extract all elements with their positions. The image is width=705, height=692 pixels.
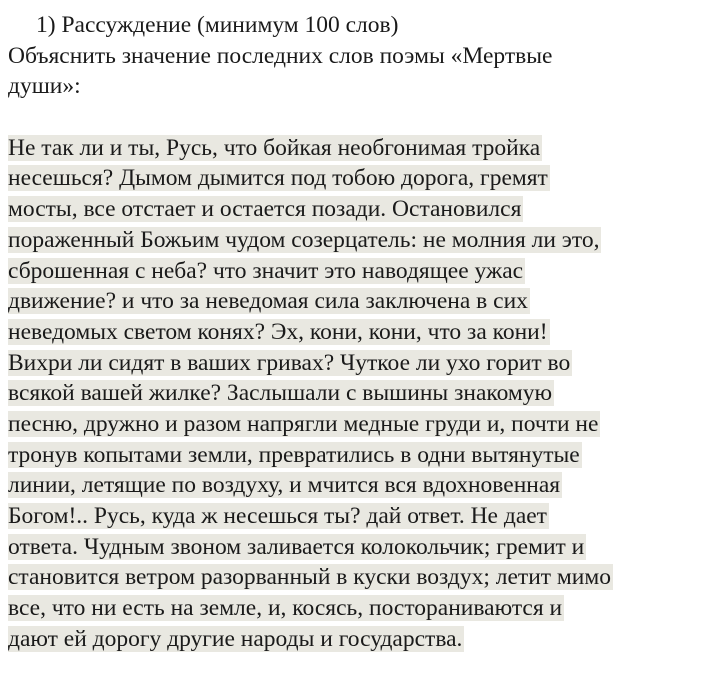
passage-line-text: мосты, все отстает и остается позади. Остановился [8,196,522,223]
task-instruction-line: Объяснить значение последних слов поэмы «Мертвые [8,42,553,69]
task-title: 1) Рассуждение (минимум 100 слов) [36,12,399,38]
passage-line-text: тронув копытами земли, превратились в одни вытянутые [8,441,580,468]
passage-line [8,256,698,287]
passage-line [8,501,698,532]
passage-line-text: движение? и что за неведомая сила заключена в сих [8,288,528,315]
passage-line [8,562,698,593]
passage-line [8,133,698,164]
passage-line [8,194,698,225]
passage-line-text: дают ей дорогу другие народы и государства. [8,625,463,652]
passage-line [8,348,698,379]
passage-line-text: все, что ни есть на земле, и, косясь, постораниваются и [8,595,563,622]
passage-line-text: Вихри ли сидят в ваших гривах? Чуткое ли ухо горит во [8,349,571,376]
passage-line-text: неведомых светом конях? Эх, кони, кони, что за кони! [8,318,548,345]
passage-line-text: пораженный Божьим чудом созерцатель: не молния ли это, [8,226,600,253]
passage-line [8,470,698,501]
passage-line [8,409,698,440]
passage-line-text: линии, летящие по воздуху, и мчится вся вдохновенная [8,472,561,499]
passage-line-text: сброшенная с неба? что значит это наводящее ужас [8,257,524,284]
document [8,10,698,654]
paragraph-gap [8,102,698,133]
passage-line [8,317,698,348]
passage-line-text: Не так ли и ты, Русь, что бойкая необгонимая тройка [8,134,541,161]
passage-line [8,593,698,624]
passage-line-text: становится ветром разорванный в куски воздух; летит мимо [8,564,611,591]
passage-line [8,225,698,256]
passage-line [8,440,698,471]
passage-line [8,532,698,563]
passage-line-text: всякой вашей жилке? Заслышали с вышины знакомую [8,380,553,407]
task-instruction-line: души»: [8,73,81,100]
passage-line [8,163,698,194]
passage-line [8,624,698,655]
quoted-passage [8,133,698,655]
passage-line-text: ответа. Чудным звоном заливается колокольчик; гремит и [8,533,585,560]
passage-line-text: Богом!.. Русь, куда ж несешься ты? дай ответ. Не дает [8,503,547,530]
passage-line [8,378,698,409]
passage-line-text: несешься? Дымом дымится под тобою дорога, гремят [8,165,548,192]
passage-line-text: песню, дружно и разом напрягли медные груди и, почти не [8,410,599,437]
passage-line [8,286,698,317]
